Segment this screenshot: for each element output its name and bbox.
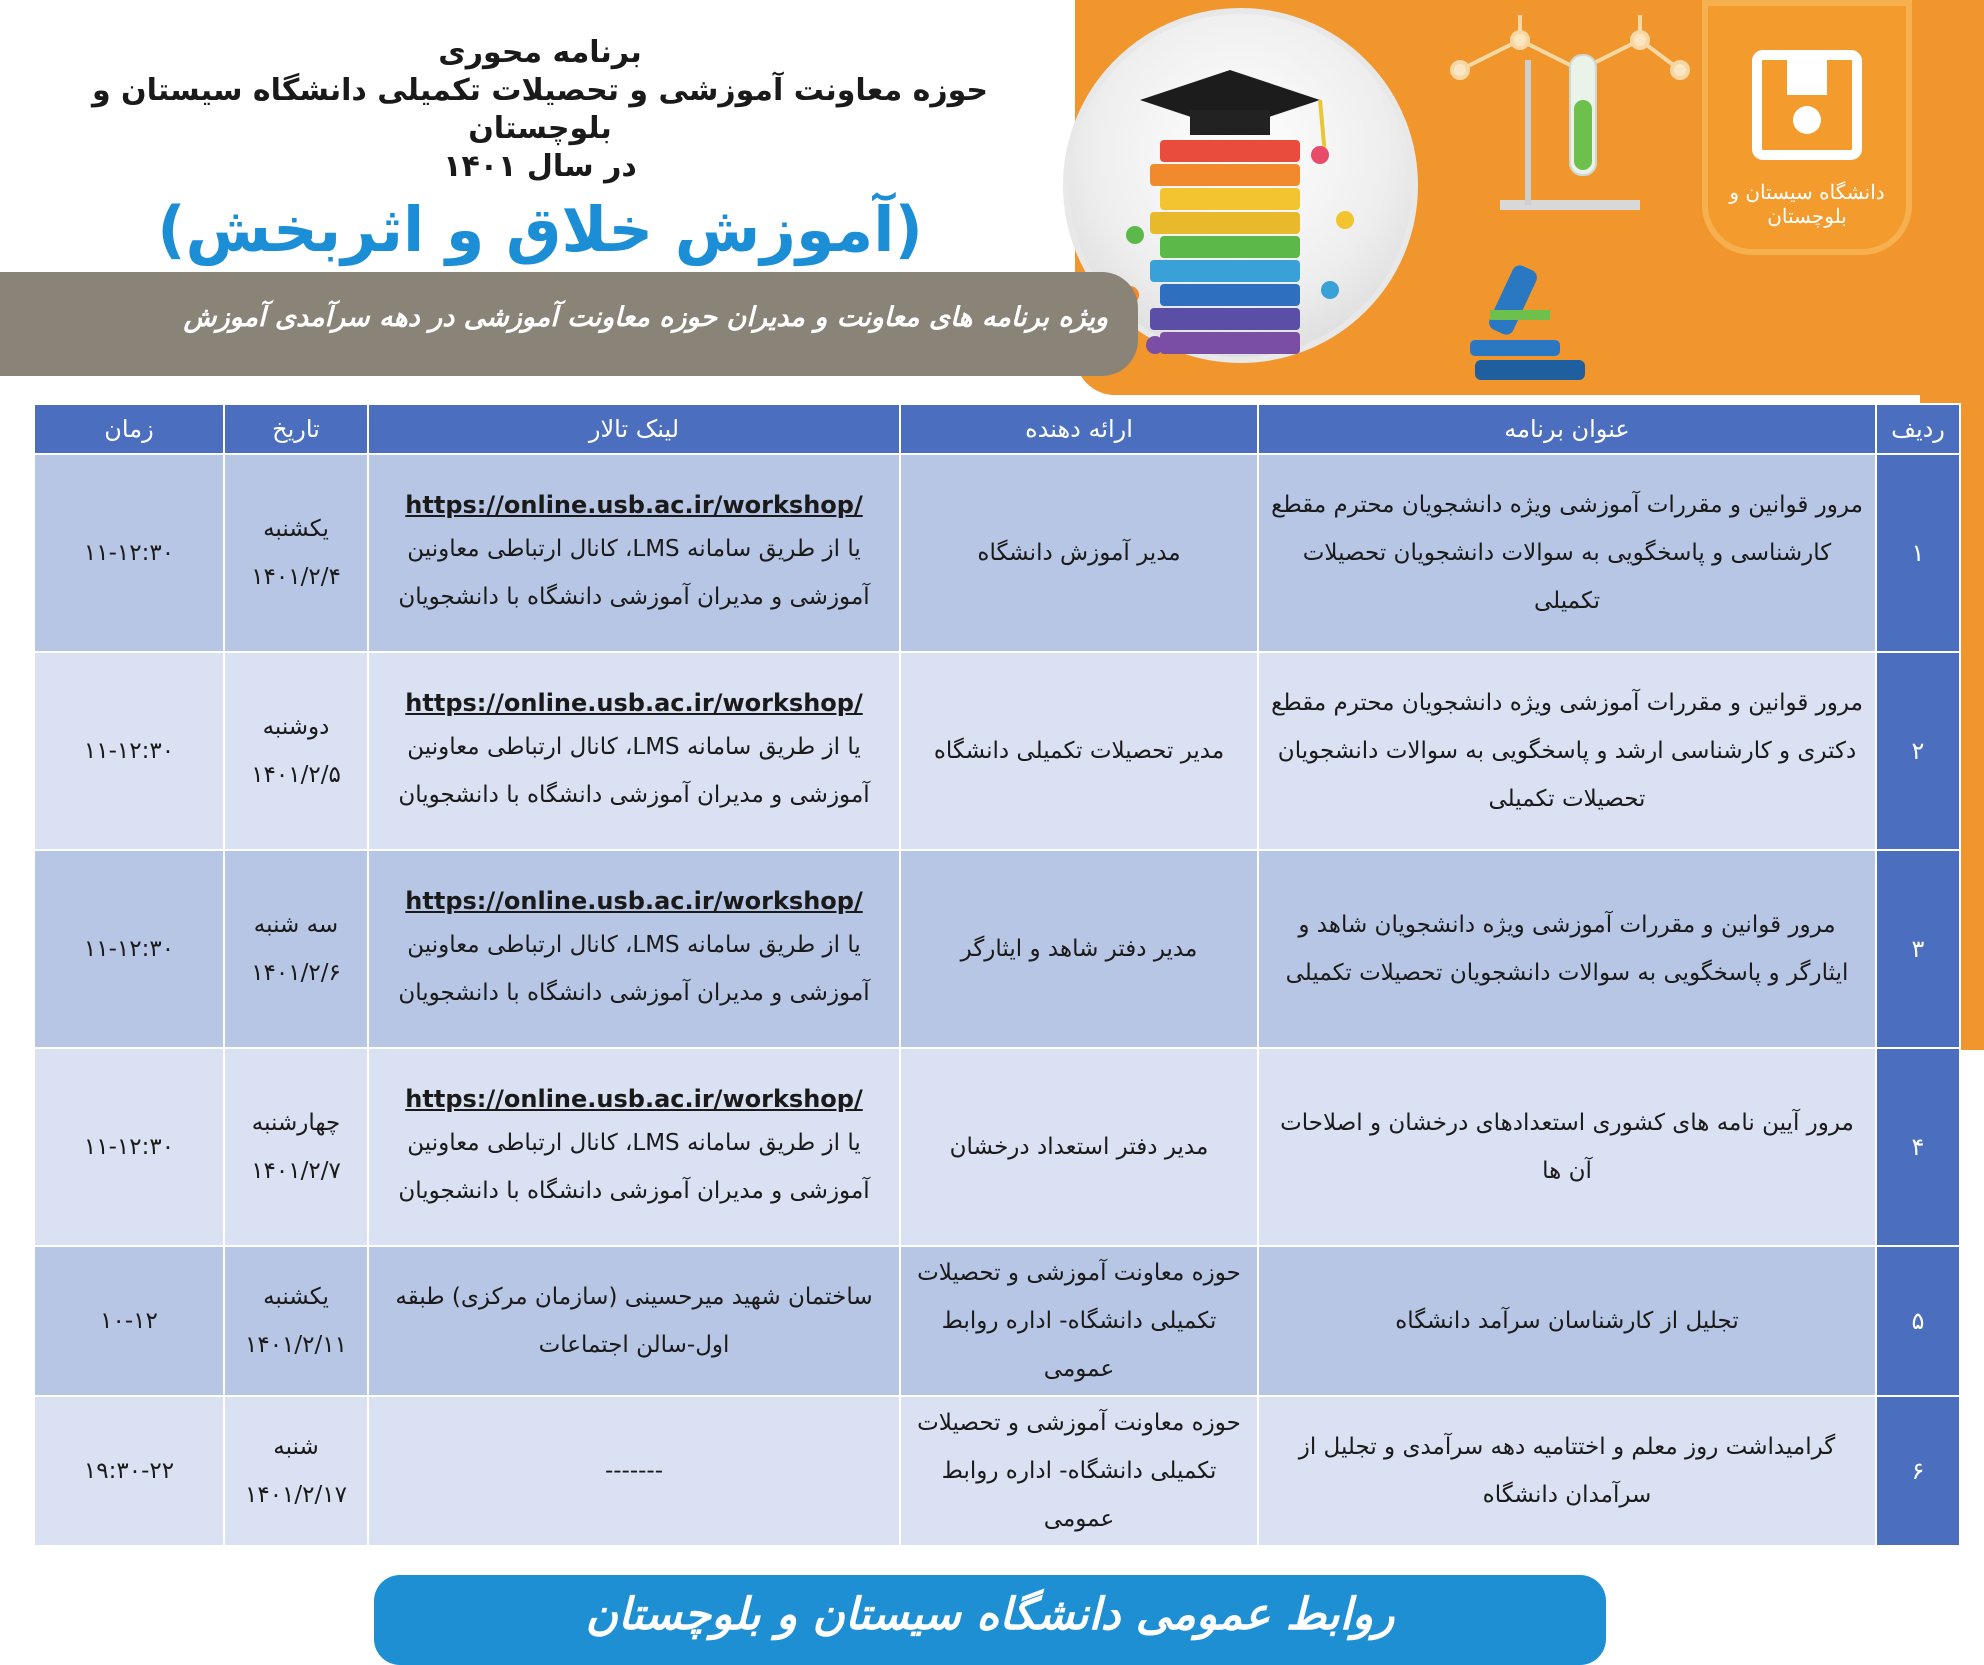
time: ۱۱-۱۲:۳۰: [34, 1048, 224, 1246]
row-number: ۵: [1876, 1246, 1960, 1396]
presenter: مدیر دفتر شاهد و ایثارگر: [900, 850, 1258, 1048]
header-presenter: ارائه دهنده: [900, 404, 1258, 454]
presenter: حوزه معاونت آموزشی و تحصیلات تکمیلی دانشگاه- اداره روابط عمومی: [900, 1246, 1258, 1396]
presenter: حوزه معاونت آموزشی و تحصیلات تکمیلی دانشگاه- اداره روابط عمومی: [900, 1396, 1258, 1546]
header-time: زمان: [34, 404, 224, 454]
university-logo: [1702, 0, 1912, 255]
university-logo-icon: [1752, 50, 1862, 160]
header-row-number: ردیف: [1876, 404, 1960, 454]
footer-text: روابط عمومی دانشگاه سیستان و بلوچستان: [585, 1589, 1395, 1640]
audience-banner: [0, 272, 1138, 376]
link-cell: [368, 1048, 900, 1246]
location-cell: -------: [368, 1396, 900, 1546]
link-cell: [368, 652, 900, 850]
table-header-row: [34, 404, 1960, 454]
time: ۱۱-۱۲:۳۰: [34, 454, 224, 652]
day: شنبه: [273, 1434, 319, 1460]
test-tube-stand-icon: [1500, 55, 1640, 210]
link-note: یا از طریق سامانه LMS، کانال ارتباطی معاونین آموزشی و مدیران آموزشی دانشگاه با دانشجویان: [398, 536, 870, 610]
title-line-2: حوزه معاونت آموزشی و تحصیلات تکمیلی دانشگاه سیستان و بلوچستان: [91, 73, 989, 146]
program-title: مرور قوانین و مقررات آموزشی ویژه دانشجویان شاهد و ایثارگر و پاسخگویی به سوالات دانشجویان تحصیلات تکمیلی: [1258, 850, 1876, 1048]
day: چهارشنبه: [251, 1110, 341, 1136]
day: یکشنبه: [263, 516, 329, 542]
title-line-3: در سال ۱۴۰۱: [443, 149, 637, 184]
time: ۱۱-۱۲:۳۰: [34, 850, 224, 1048]
date-cell: [224, 850, 368, 1048]
time: ۱۱-۱۲:۳۰: [34, 652, 224, 850]
date-cell: [224, 1246, 368, 1396]
table-row: [34, 652, 1960, 850]
date: ۱۴۰۱/۲/۱۱: [245, 1332, 347, 1358]
row-number: ۲: [1876, 652, 1960, 850]
headline: (آموزش خلاق و اثربخش): [157, 193, 923, 266]
day: یکشنبه: [263, 1284, 329, 1310]
header-title: عنوان برنامه: [1258, 404, 1876, 454]
date: ۱۴۰۱/۲/۵: [251, 762, 341, 788]
link-note: یا از طریق سامانه LMS، کانال ارتباطی معاونین آموزشی و مدیران آموزشی دانشگاه با دانشجویان: [398, 1130, 870, 1204]
footer-banner: [374, 1575, 1606, 1665]
date-cell: [224, 652, 368, 850]
workshop-link[interactable]: https://online.usb.ac.ir/workshop/: [405, 887, 863, 915]
presenter: مدیر دفتر استعداد درخشان: [900, 1048, 1258, 1246]
workshop-link[interactable]: https://online.usb.ac.ir/workshop/: [405, 1085, 863, 1113]
time: ۱۰-۱۲: [34, 1246, 224, 1396]
link-note: یا از طریق سامانه LMS، کانال ارتباطی معاونین آموزشی و مدیران آموزشی دانشگاه با دانشجویان: [398, 734, 870, 808]
audience-banner-text: ویژه برنامه های معاونت و مدیران حوزه معاونت آموزشی در دهه سرآمدی آموزش: [183, 302, 1108, 333]
workshop-link[interactable]: https://online.usb.ac.ir/workshop/: [405, 689, 863, 717]
program-title: مرور قوانین و مقررات آموزشی ویژه دانشجویان محترم مقطع کارشناسی و پاسخگویی به سوالات دانشجویان تحصیلات تکمیلی: [1258, 454, 1876, 652]
lab-illustration: [1440, 10, 1700, 390]
program-title: مرور قوانین و مقررات آموزشی ویژه دانشجویان محترم مقطع دکتری و کارشناسی ارشد و پاسخگویی به سوالات دانشجویان تحصیلات تکمیلی: [1258, 652, 1876, 850]
header-date: تاریخ: [224, 404, 368, 454]
link-note: یا از طریق سامانه LMS، کانال ارتباطی معاونین آموزشی و مدیران آموزشی دانشگاه با دانشجویان: [398, 932, 870, 1006]
link-cell: [368, 454, 900, 652]
program-title: گرامیداشت روز معلم و اختتامیه دهه سرآمدی و تجلیل از سرآمدان دانشگاه: [1258, 1396, 1876, 1546]
microscope-icon: [1470, 263, 1585, 380]
title-line-1: برنامه محوری: [438, 35, 642, 70]
workshop-link[interactable]: https://online.usb.ac.ir/workshop/: [405, 491, 863, 519]
date: ۱۴۰۱/۲/۶: [251, 960, 341, 986]
row-number: ۴: [1876, 1048, 1960, 1246]
day: دوشنبه: [262, 714, 330, 740]
program-title: تجلیل از کارشناسان سرآمد دانشگاه: [1258, 1246, 1876, 1396]
row-number: ۶: [1876, 1396, 1960, 1546]
date-cell: [224, 454, 368, 652]
date: ۱۴۰۱/۲/۴: [251, 564, 341, 590]
book-stack-icon: [1150, 140, 1300, 354]
table-row: [34, 454, 1960, 652]
link-cell: [368, 850, 900, 1048]
date: ۱۴۰۱/۲/۱۷: [245, 1482, 347, 1508]
presenter: مدیر آموزش دانشگاه: [900, 454, 1258, 652]
day: سه شنبه: [253, 912, 339, 938]
schedule-table: [33, 403, 1961, 1547]
row-number: ۱: [1876, 454, 1960, 652]
presenter: مدیر تحصیلات تکمیلی دانشگاه: [900, 652, 1258, 850]
time: ۱۹:۳۰-۲۲: [34, 1396, 224, 1546]
date-cell: [224, 1396, 368, 1546]
date-cell: [224, 1048, 368, 1246]
date: ۱۴۰۱/۲/۷: [251, 1158, 341, 1184]
title-block: [40, 34, 1040, 268]
location-cell: ساختمان شهید میرحسینی (سازمان مرکزی) طبقه اول-سالن اجتماعات: [368, 1246, 900, 1396]
logo-text: دانشگاه سیستان و بلوچستان: [1729, 180, 1885, 228]
books-illustration: [1120, 60, 1370, 380]
header-link: لینک تالار: [368, 404, 900, 454]
table-row: [34, 1246, 1960, 1396]
table-row: [34, 850, 1960, 1048]
program-title: مرور آیین نامه های کشوری استعدادهای درخشان و اصلاحات آن ها: [1258, 1048, 1876, 1246]
row-number: ۳: [1876, 850, 1960, 1048]
table-row: [34, 1396, 1960, 1546]
table-row: [34, 1048, 1960, 1246]
